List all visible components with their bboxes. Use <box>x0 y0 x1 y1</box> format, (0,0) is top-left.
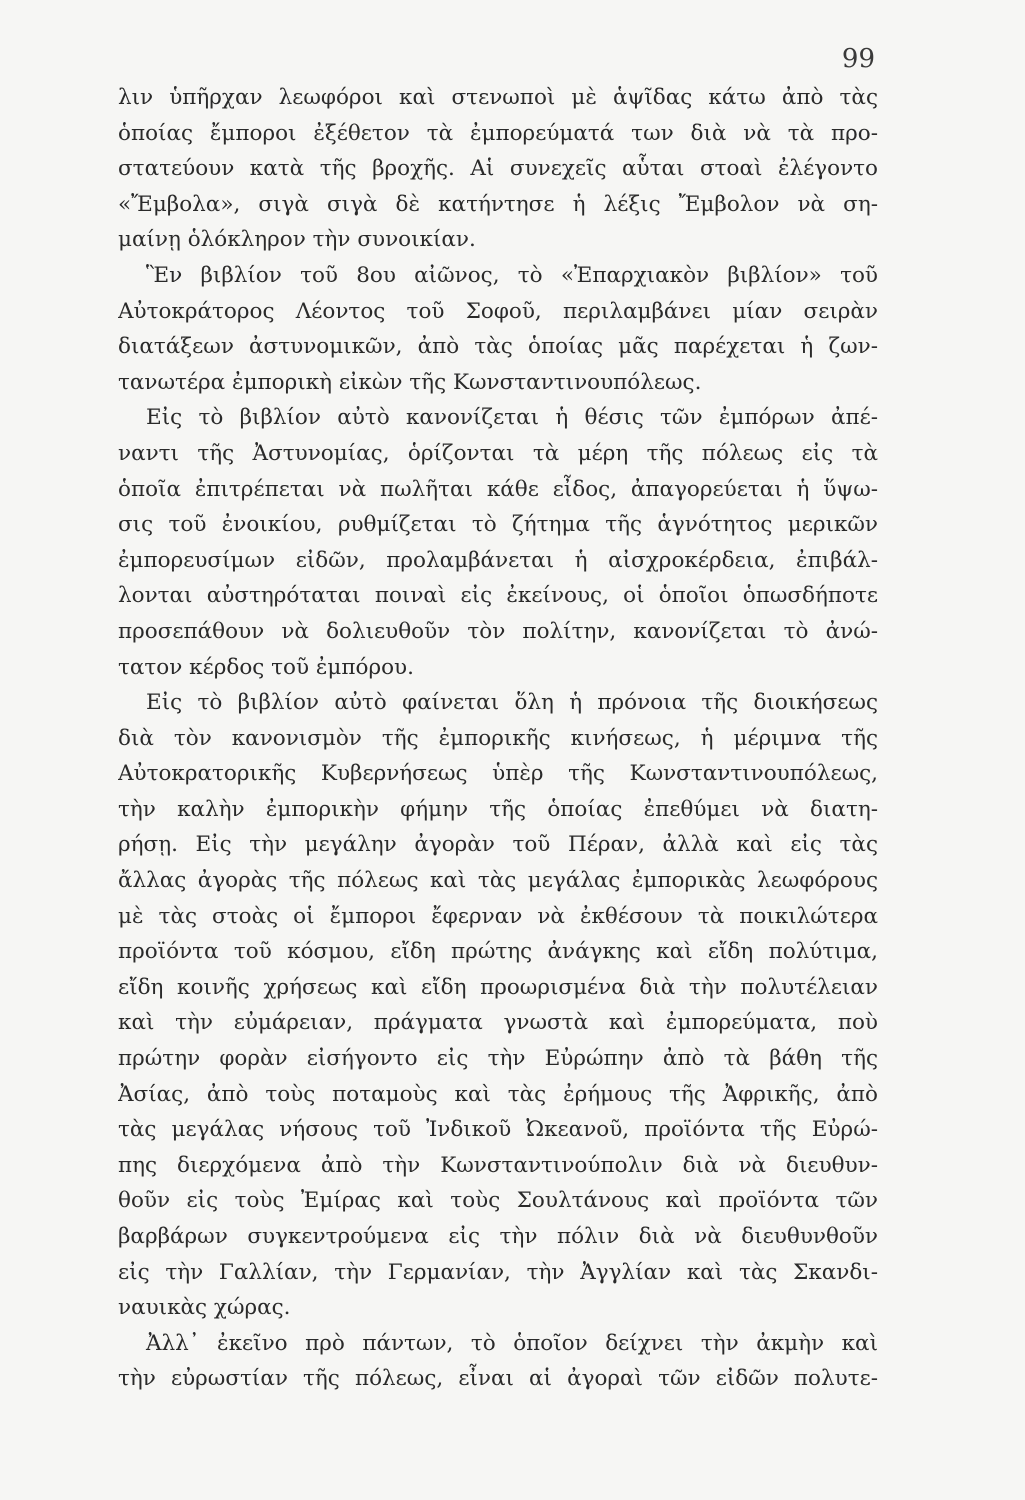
text-line: μὲ τὰς στοὰς οἱ ἔμποροι ἔφερναν νὰ ἐκθέσουν τὰ ποικιλώτερα <box>118 903 878 929</box>
text-line: βαρβάρων συγκεντρούμενα εἰς τὴν πόλιν διὰ νὰ διευθυνθοῦν <box>118 1224 878 1249</box>
text-line: στατεύουν κατὰ τῆς βροχῆς. Αἱ συνεχεῖς αὗται στοαὶ ἐλέγοντο <box>118 156 878 182</box>
text-line: Αὐτοκρατορικῆς Κυβερνήσεως ὑπὲρ τῆς Κωνσταντινουπόλεως, <box>118 761 878 787</box>
text-line: εἴδη κοινῆς χρήσεως καὶ εἴδη προωρισμένα διὰ τὴν πολυτέλειαν <box>118 974 878 1000</box>
text-line: διατάξεων ἀστυνομικῶν, ἀπὸ τὰς ὁποίας μᾶς παρέχεται ἡ ζων- <box>118 334 878 360</box>
text-line: Ἀσίας, ἀπὸ τοὺς ποταμοὺς καὶ τὰς ἐρήμους τῆς Ἀφρικῆς, ἀπὸ <box>118 1081 878 1107</box>
text-line: Εἰς τὸ βιβλίον αὐτὸ φαίνεται ὅλη ἡ πρόνοια τῆς διοικήσεως <box>146 690 878 716</box>
text-line: Ἀλλ᾿ ἐκεῖνο πρὸ πάντων, τὸ ὁποῖον δείχνει τὴν ἀκμὴν καὶ <box>146 1330 878 1356</box>
text-line: Αὐτοκράτορος Λέοντος τοῦ Σοφοῦ, περιλαμβάνει μίαν σειρὰν <box>118 298 878 324</box>
text-line: ναντι τῆς Ἀστυνομίας, ὁρίζονται τὰ μέρη τῆς πόλεως εἰς τὰ <box>118 440 878 466</box>
body-text <box>118 80 878 1397</box>
text-line: τατον κέρδος τοῦ ἐμπόρου. <box>118 654 414 680</box>
text-line: Εἰς τὸ βιβλίον αὐτὸ κανονίζεται ἡ θέσις τῶν ἐμπόρων ἀπέ- <box>146 405 878 431</box>
text-line: πης διερχόμενα ἀπὸ τὴν Κωνσταντινούπολιν διὰ νὰ διευθυν- <box>118 1152 878 1178</box>
text-line: λιν ὑπῆρχαν λεωφόροι καὶ στενωποὶ μὲ ἁψῖδας κάτω ἀπὸ τὰς <box>118 85 878 110</box>
text-line: θοῦν εἰς τοὺς Ἐμίρας καὶ τοὺς Σουλτάνους καὶ προϊόντα τῶν <box>118 1188 878 1214</box>
text-line: πρώτην φορὰν εἰσήγοντο εἰς τὴν Εὐρώπην ἀπὸ τὰ βάθη τῆς <box>118 1046 878 1072</box>
text-line: ρήσῃ. Εἰς τὴν μεγάλην ἀγορὰν τοῦ Πέραν, ἀλλὰ καὶ εἰς τὰς <box>118 832 878 858</box>
text-line: τανωτέρα ἐμπορικὴ εἰκὼν τῆς Κωνσταντινουπόλεως. <box>118 369 702 395</box>
text-line: «Ἔμβολα», σιγὰ σιγὰ δὲ κατήντησε ἡ λέξις Ἔμβολον νὰ ση- <box>118 191 878 217</box>
text-line: σις τοῦ ἐνοικίου, ρυθμίζεται τὸ ζήτημα τῆς ἁγνότητος μερικῶν <box>118 512 878 538</box>
text-line: τὴν εὐρωστίαν τῆς πόλεως, εἶναι αἱ ἀγοραὶ τῶν εἰδῶν πολυτε- <box>118 1366 878 1392</box>
text-line: ναυικὰς χώρας. <box>118 1295 291 1321</box>
text-line: προσεπάθουν νὰ δολιευθοῦν τὸν πολίτην, κανονίζεται τὸ ἀνώ- <box>118 618 878 644</box>
text-line: ἄλλας ἀγορὰς τῆς πόλεως καὶ τὰς μεγάλας ἐμπορικὰς λεωφόρους <box>118 868 878 894</box>
text-line: τὰς μεγάλας νήσους τοῦ Ἰνδικοῦ Ὠκεανοῦ, προϊόντα τῆς Εὐρώ- <box>118 1117 878 1143</box>
text-line: εἰς τὴν Γαλλίαν, τὴν Γερμανίαν, τὴν Ἀγγλίαν καὶ τὰς Σκανδι- <box>118 1259 878 1285</box>
text-line: λονται αὐστηρόταται ποιναὶ εἰς ἐκείνους, οἱ ὁποῖοι ὁπωσδήποτε <box>118 583 878 609</box>
text-line: καὶ τὴν εὐμάρειαν, πράγματα γνωστὰ καὶ ἐμπορεύματα, ποὺ <box>118 1010 878 1036</box>
text-line: ὁποίας ἔμποροι ἐξέθετον τὰ ἐμπορεύματά των διὰ νὰ τὰ προ- <box>118 120 878 146</box>
text-line: ἐμπορευσίμων εἰδῶν, προλαμβάνεται ἡ αἰσχροκέρδεια, ἐπιβάλ- <box>118 547 878 573</box>
text-line: τὴν καλὴν ἐμπορικὴν φήμην τῆς ὁποίας ἐπεθύμει νὰ διατη- <box>118 796 878 822</box>
text-line: Ἓν βιβλίον τοῦ 8ου αἰῶνος, τὸ «Ἐπαρχιακὸν βιβλίον» τοῦ <box>146 262 878 288</box>
text-line: μαίνῃ ὁλόκληρον τὴν συνοικίαν. <box>118 227 476 253</box>
text-line: προϊόντα τοῦ κόσμου, εἴδη πρώτης ἀνάγκης καὶ εἴδη πολύτιμα, <box>118 939 878 965</box>
page-number: 99 <box>841 44 875 74</box>
text-line: διὰ τὸν κανονισμὸν τῆς ἐμπορικῆς κινήσεως, ἡ μέριμνα τῆς <box>118 725 878 751</box>
text-line: ὁποῖα ἐπιτρέπεται νὰ πωλῆται κάθε εἶδος, ἀπαγορεύεται ἡ ὕψω- <box>118 476 878 502</box>
